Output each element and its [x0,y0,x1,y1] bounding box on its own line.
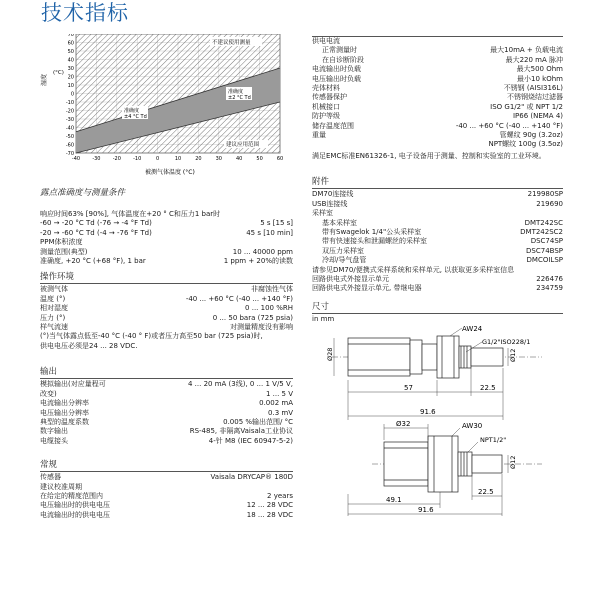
environment-spec-row-value: -40 ... +60 °C (-40 ... +140 °F) [185,294,293,303]
output-spec-row-label: 电压输出分辨率 [40,408,89,417]
power-spec-row [312,75,563,84]
dimension-drawings [312,324,563,520]
label-accuracy-2-line1: 准确度 [228,89,244,95]
output-spec-row-label: 数字输出 [40,427,68,436]
x-tick-label: -30 [92,156,101,162]
power-spec-row [312,122,563,131]
power-spec-row-value: IP66 (NEMA 4) [512,112,563,121]
y-tick-label: 50 [67,49,74,55]
response-spec-row [40,229,293,238]
dim-aw30: AW30 [462,422,483,431]
power-spec-row [312,140,563,149]
accessory-row-label: 双压力采样室 [322,246,364,255]
y-tick-label: 70 [67,34,74,38]
dim-npt-thread: NPT1/2" [480,436,507,445]
dim-57: 57 [404,384,413,393]
accessory-row-label: 带有Swagelok 1/4"公头采样室 [322,227,422,236]
response-spec-row-label: 准确度, +20 °C (+68 °F), 1 bar [40,257,146,266]
output-spec-row-value: 0.002 mA [259,399,293,408]
power-spec-row-value: 最小10 kOhm [517,74,563,83]
output-spec-row-value: 0.005 %输出范围/ °C [223,417,293,426]
accessory-row [312,219,563,228]
accessory-row [312,200,563,209]
power-spec-row-value: NPT螺纹 100g (3.5oz) [488,140,563,149]
environment-spec-list [40,285,293,332]
y-tick-label: 30 [67,66,74,72]
y-tick-label: 20 [67,74,74,81]
output-spec-list [40,380,293,446]
power-spec-row-label: 机械接口 [312,102,340,111]
output-spec-row [40,427,293,436]
power-spec-row-label: 防护等级 [312,112,340,121]
output-spec-row-value: 1 ... 5 V [265,389,293,398]
dim-dia32: Ø32 [396,420,411,429]
power-spec-row [312,56,563,65]
power-spec-row [312,93,563,102]
output-spec-row-value: RS-485, 非隔离Vaisala工业协议 [189,427,293,436]
response-spec-row-label: 测量范围(典型) [40,247,88,256]
section-title-environment: 操作环境 [40,272,293,284]
accessory-row-value: DSC74SP [530,237,563,246]
power-spec-row [312,37,563,46]
general-spec-row [40,473,293,482]
y-tick-label: -30 [65,117,74,123]
output-spec-row [40,390,293,399]
power-spec-row-value: 不锈钢烧结过滤器 [507,93,563,102]
general-spec-row-label: 电流输出时的供电电压 [40,510,110,519]
output-spec-row [40,399,293,408]
power-spec-row-label: 重量 [312,131,326,140]
response-spec-row-label: -60 → -20 °C Td (-76 → -4 °F Td) [40,219,152,228]
general-spec-row-value: 12 ... 28 VDC [246,501,293,510]
page-title: 技术指标 [41,1,129,25]
display-unit-row [312,275,563,284]
output-spec-row [40,418,293,427]
accessory-row-value: 219690 [536,199,563,208]
environment-spec-row-label: 样气流速 [40,323,68,332]
power-spec-row-label: 电流输出时负载 [312,65,361,74]
y-tick-label: -60 [65,142,74,149]
environment-spec-row-value: 0 ... 100 %RH [245,304,293,313]
output-spec-row-label: 改变) [40,389,57,398]
environment-spec-row-value: 非腐蚀性气体 [251,285,293,294]
accessory-row-value: DMT242SC [524,218,563,227]
y-tick-label: 10 [67,83,74,89]
environment-spec-row-label: 被测气体 [40,285,68,294]
power-spec-row [312,112,563,121]
output-spec-row [40,380,293,389]
label-accuracy-2-line2: ±2 °C Td [228,95,251,101]
power-spec-row-label: 传感器保护 [312,93,347,102]
x-axis-label: 被测气体温度 (°C) [145,169,195,176]
y-tick-label: 0 [70,91,74,98]
general-spec-row-label: 电压输出时的供电电压 [40,501,110,510]
label-accuracy-4-line2: ±4 °C Td [124,114,147,120]
x-tick-label: 10 [174,156,182,162]
y-tick-label: -10 [65,100,74,106]
accessories-list [312,190,563,265]
power-spec-row-value: 最大10mA + 负载电流 [490,46,563,55]
general-spec-row-label: 在给定的精度范围内 [40,491,103,500]
response-spec-row-value: 45 s [10 min] [246,228,293,237]
display-unit-row [312,284,563,293]
environment-spec-row-label: 相对湿度 [40,304,68,313]
response-spec-row [40,219,293,228]
x-tick-label: 60 [276,156,284,162]
response-spec-row-value: 5 s [15 s] [260,219,293,228]
display-unit-row-label: 回路供电式外接显示单元, 带继电器 [312,284,422,293]
response-spec-row-value: 10 ... 40000 ppm [232,247,293,256]
environment-spec-row-label: 压力 (°) [40,313,66,322]
environment-note: (°)当气体露点低至-40 °C (-40 ° F)或者压力高至50 bar (725 psia)时, 供电电压必须是24 ... 28 VDC. [40,332,263,350]
general-spec-row-value: Vaisala DRYCAP® 180D [210,473,293,482]
accessory-row-label: DM70连接线 [312,190,354,199]
dim-aw24: AW24 [462,325,483,334]
response-time-spec-list [40,210,293,266]
x-tick-label: 50 [256,156,263,162]
chart-caption: 露点准确度与测量条件 [40,188,126,198]
environment-spec-row-value: 对测量精度没有影响 [230,323,293,332]
accessory-row [312,256,563,265]
general-spec-row [40,483,293,492]
section-title-general: 常规 [40,460,293,472]
x-tick-label: 0 [156,156,160,162]
power-spec-row-label: 壳体材料 [312,84,340,93]
power-spec-list [312,37,563,150]
x-tick-label: 40 [236,156,243,162]
dim-91-6-bottom: 91.6 [418,506,434,515]
accessory-row-label: 冷却/导气盘管 [322,256,367,265]
right-column [312,36,563,524]
accessory-row-label: 带有快速接头和泄漏螺丝的采样室 [322,237,427,246]
general-spec-list [40,473,293,520]
x-tick-labels [72,156,283,162]
power-spec-row-label: 电压输出时负载 [312,74,361,83]
output-spec-row-label: 模拟输出(对应量程可 [40,380,106,389]
response-spec-row-label: 响应时间63% [90%], 气体温度在+20 ° C和压力1 bar时 [40,210,221,218]
response-spec-row [40,248,293,257]
y-tick-label: 40 [67,57,74,64]
environment-spec-row [40,304,293,313]
accessory-row-label: 基本采样室 [322,218,357,227]
environment-spec-row [40,295,293,304]
label-recommended-range: 建议应用范围 [226,142,260,148]
general-spec-row-value: 18 ... 28 VDC [246,510,293,519]
output-spec-row-label: 电流输出分辨率 [40,399,89,408]
response-spec-row-label: -20 → -60 °C Td (-4 → -76 °F Td) [40,228,152,237]
y-tick-label: -70 [65,151,74,157]
environment-spec-row [40,314,293,323]
x-tick-label: 20 [195,156,202,162]
section-title-dimensions: 尺寸 [312,302,563,314]
dim-49-1: 49.1 [386,496,402,505]
section-title-output: 输出 [40,367,293,379]
emc-note: 满足EMC标准EN61326-1, 电子设备用于测量、控制和实验室的工业环境。 [312,151,546,160]
x-tick-label: 30 [215,156,222,162]
power-spec-row [312,65,563,74]
power-spec-row-label: 正常测量时 [322,46,357,55]
accessory-row-value: DSC74BSP [526,246,563,255]
environment-spec-row-label: 温度 (°) [40,294,66,303]
general-spec-row-label: 传感器 [40,473,61,482]
general-spec-row [40,492,293,501]
label-accuracy-4-line1: 准确度 [124,108,140,114]
label-not-recommended: 不建议使用测量 [212,40,251,46]
accessory-row-value: DMT242SC2 [520,227,563,236]
output-spec-row-label: 电缆接头 [40,436,68,445]
accessory-row [312,237,563,246]
display-unit-row-label: 回路供电式外接显示单元 [312,274,389,283]
accessory-row-label: 采样室 [312,209,333,218]
power-spec-row-value: 最大220 mA 脉冲 [505,55,563,64]
general-spec-row-value: 2 years [267,491,293,500]
general-spec-row-label: 建议校准周期 [40,482,82,491]
y-tick-label: -50 [65,134,74,140]
general-spec-row [40,511,293,520]
accessory-row-value: 219980SP [527,190,563,199]
output-spec-row-value: 4-针 M8 (IEC 60947-5-2) [208,436,293,445]
output-spec-row-value: 0.3 mV [268,408,293,417]
dim-91-6-top: 91.6 [420,408,436,417]
dimension-drawing-npt-thread [348,424,542,516]
y-tick-label: 60 [67,40,74,47]
response-spec-row [40,257,293,266]
power-spec-row-value: -40 ... +60 °C (-40 ... +140 °F) [455,121,563,130]
dimension-unit: in mm [312,314,335,323]
x-tick-label: -40 [71,156,81,162]
accessory-row [312,190,563,199]
y-tick-label: -40 [65,125,74,132]
dim-dia12-bottom: Ø12 [509,455,517,470]
accessory-row [312,228,563,237]
output-spec-row [40,409,293,418]
power-spec-row-label: 供电电流 [312,37,340,45]
display-unit-list [312,275,563,294]
response-spec-row [40,210,293,219]
accessory-row [312,209,563,218]
accessory-row-value: DMCOILSP [526,256,563,265]
y-axis-label: 湿度 [41,73,48,86]
accessory-row [312,247,563,256]
accessory-row-label: USB连接线 [312,199,348,208]
power-spec-row-label: 储存温度范围 [312,121,354,130]
environment-spec-row [40,285,293,294]
output-spec-row [40,437,293,446]
output-spec-row-value: 4 ... 20 mA (3线), 0 ... 1 V/5 V, [187,380,293,389]
display-unit-row-value: 226476 [536,274,563,283]
section-title-accessories: 附件 [312,177,563,189]
response-spec-row-label: PPM体积浓度 [40,238,83,247]
dim-g-thread: G1/2"ISO228/1 [482,338,531,347]
power-spec-row-label: 在自诊断阶段 [322,55,364,64]
power-spec-row-value: 最大500 Ohm [516,65,563,74]
power-spec-row [312,103,563,112]
environment-spec-row-value: 0 ... 50 bara (725 psia) [212,313,293,322]
response-spec-row [40,238,293,247]
dim-22-5-top: 22.5 [480,384,496,393]
dim-22-5-bottom: 22.5 [478,488,494,497]
power-spec-row-value: ISO G1/2" 或 NPT 1/2 [490,102,563,111]
y-axis-unit: (°C) [53,70,64,76]
output-spec-row-label: 典型的温度系数 [40,417,89,426]
accessories-note: 请参见DM70/便携式采样系统和采样单元, 以获取更多采样室信息 [312,265,515,274]
power-spec-row-value: 管螺纹 90g (3.2oz) [499,131,563,140]
response-spec-row-value: 1 ppm + 20%的读数 [223,257,293,266]
left-column [40,34,293,520]
dim-dia28: Ø28 [326,347,334,362]
power-spec-row [312,46,563,55]
display-unit-row-value: 234759 [536,284,563,293]
x-tick-label: -10 [133,156,142,162]
general-spec-row [40,501,293,510]
power-spec-row-value: 不锈钢 (AISI316L) [503,84,563,93]
x-tick-label: -20 [112,156,121,162]
y-tick-label: -20 [65,108,74,115]
y-tick-labels [66,34,74,157]
dim-dia12-top: Ø12 [509,348,517,363]
dewpoint-accuracy-chart [40,34,293,179]
